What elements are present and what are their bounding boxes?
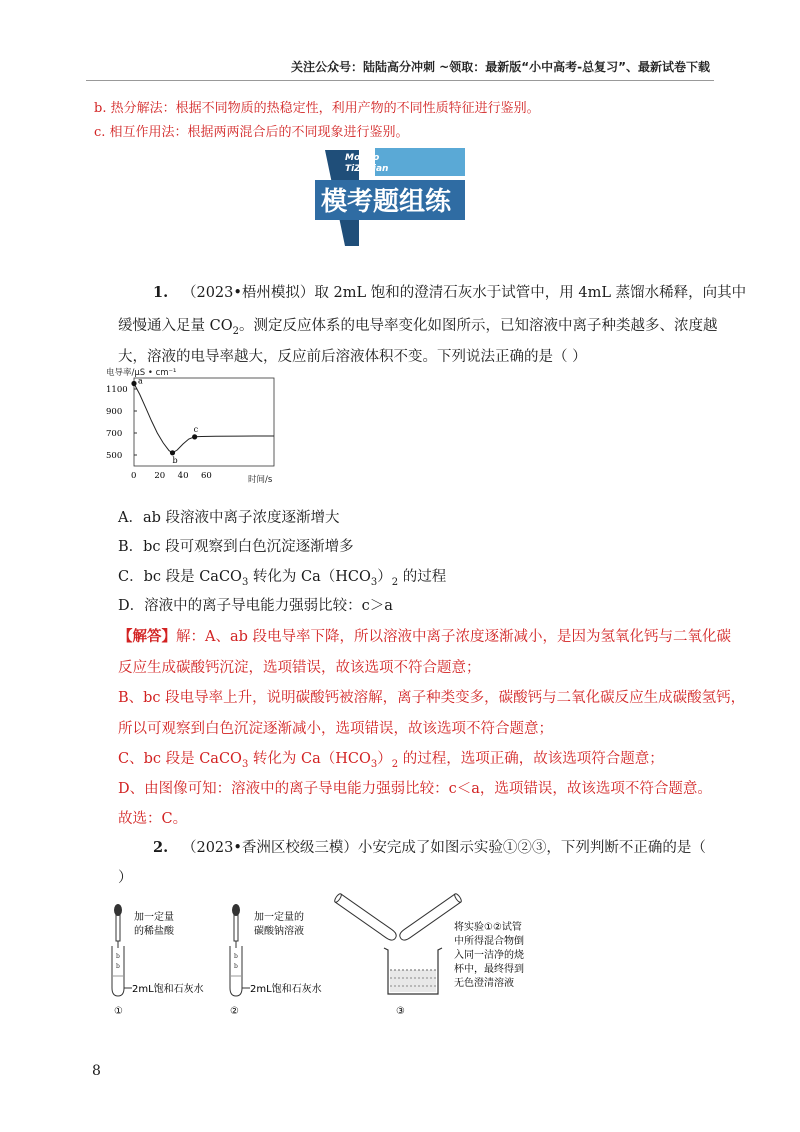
test-tube-2 bbox=[230, 904, 242, 996]
chart-point-label-a: a bbox=[138, 376, 143, 386]
q1-text2a: 缓慢通入足量 CO bbox=[118, 318, 233, 334]
t2-label2: 碳酸钠溶液 bbox=[254, 926, 304, 937]
q1-text2b: 。测定反应体系的电导率变化如图所示，已知溶液中离子种类越多、浓度越 bbox=[238, 318, 718, 334]
opt-c-d: 的过程 bbox=[398, 569, 447, 585]
chart-y-axis-label: 电导率/μS • cm⁻¹ bbox=[106, 368, 177, 378]
chart-y-tick-label: 700 bbox=[106, 429, 123, 439]
q1-number: 1. bbox=[153, 284, 169, 301]
q1-option-b: B．bc 段可观察到白色沉淀逐渐增多 bbox=[118, 539, 354, 555]
opt-c-sub1: 3 bbox=[241, 576, 249, 588]
t2-label1: 加一定量的 bbox=[254, 912, 304, 923]
method-c: c. 相互作用法：根据两两混合后的不同现象进行鉴别。 bbox=[94, 125, 409, 140]
ans-l5-sub2: 3 bbox=[370, 758, 378, 770]
t1-label2: 的稀盐酸 bbox=[134, 926, 174, 937]
answer-line4: 所以可观察到白色沉淀逐渐减小，选项错误，故该选项不符合题意； bbox=[118, 721, 553, 737]
t1-num: ① bbox=[114, 1006, 123, 1017]
opt-c-c: ） bbox=[377, 569, 392, 585]
chart-point-label-b: b bbox=[172, 455, 178, 465]
banner-logo bbox=[315, 146, 485, 246]
t3-text-3: 杯中，最终得到 bbox=[454, 964, 524, 975]
svg-text:b: b bbox=[116, 963, 120, 970]
pouring-tubes bbox=[333, 893, 462, 942]
chart-x-tick-label: 60 bbox=[201, 471, 212, 481]
beaker-caption bbox=[454, 920, 524, 989]
chart-series-line bbox=[134, 384, 274, 453]
svg-text:b: b bbox=[234, 963, 238, 970]
test-tube-1 bbox=[112, 904, 124, 996]
method-b: b. 热分解法：根据不同物质的热稳定性，利用产物的不同性质特征进行鉴别。 bbox=[94, 101, 540, 116]
page-number: 8 bbox=[92, 1063, 101, 1079]
chart-point-b bbox=[170, 450, 175, 455]
q1-line3: 大，溶液的电导率越大，反应前后溶液体积不变。下列说法正确的是（ ） bbox=[118, 349, 587, 365]
t2-bottom: 2mL饱和石灰水 bbox=[250, 984, 322, 995]
page-header: 关注公众号：陆陆高分冲刺 ~领取：最新版“小中高考-总复习”、最新试卷下载 bbox=[291, 60, 710, 74]
t3-num: ③ bbox=[396, 1006, 405, 1017]
q1-line2 bbox=[118, 314, 717, 337]
ans-l5-a: C、bc 段是 CaCO bbox=[118, 751, 242, 767]
answer-line2: 反应生成碳酸钙沉淀，选项错误，故该选项不符合题意； bbox=[118, 660, 481, 676]
ans-l5-sub1: 3 bbox=[241, 758, 249, 770]
conductivity-chart bbox=[104, 366, 284, 488]
answer-line1 bbox=[118, 625, 731, 646]
banner-small-2: TiZuLian bbox=[345, 164, 389, 174]
experiment-figure bbox=[108, 888, 538, 1018]
t1-bottom: 2mL饱和石灰水 bbox=[132, 984, 204, 995]
chart-y-tick-label: 500 bbox=[106, 451, 123, 461]
q1-option-c bbox=[118, 565, 446, 588]
chart-marked-points bbox=[131, 377, 198, 465]
t3-text-2: 入同一洁净的烧 bbox=[454, 950, 524, 961]
chart-y-tick-label: 900 bbox=[106, 407, 123, 417]
t3-text-1: 中所得混合物倒 bbox=[454, 936, 524, 947]
chart-point-a bbox=[131, 381, 136, 386]
q1-text2-sub: 2 bbox=[232, 325, 239, 337]
q1-line1 bbox=[153, 281, 746, 302]
opt-c-a: C．bc 段是 CaCO bbox=[118, 569, 242, 585]
q1-text1: （2023•梧州模拟）取 2mL 饱和的澄清石灰水于试管中，用 4mL 蒸馏水稀释，向其中 bbox=[181, 285, 747, 301]
ans-l5-c: ） bbox=[377, 751, 392, 767]
ans-l5-sub3: 2 bbox=[391, 758, 399, 770]
banner-title: 模考题组练 bbox=[321, 187, 452, 217]
chart-x-tick-label: 40 bbox=[177, 471, 189, 481]
chart-point-label-c: c bbox=[193, 424, 199, 434]
q1-option-a: A．ab 段溶液中离子浓度逐渐增大 bbox=[118, 510, 340, 526]
svg-text:b: b bbox=[234, 953, 238, 960]
opt-c-sub2: 3 bbox=[370, 576, 378, 588]
q1-option-d: D．溶液中的离子导电能力强弱比较：c＞a bbox=[118, 598, 393, 614]
answer-tag: 【解答】 bbox=[118, 628, 176, 645]
chart-x-tick-label: 20 bbox=[154, 471, 166, 481]
chart-y-tick-label: 1100 bbox=[106, 385, 128, 395]
svg-text:b: b bbox=[116, 953, 120, 960]
q2-line2: ） bbox=[118, 870, 133, 886]
t3-text-0: 将实验①②试管 bbox=[454, 922, 522, 933]
q2-number: 2. bbox=[153, 839, 169, 856]
t1-label1: 加一定量 bbox=[134, 912, 174, 923]
answer-l1: 解：A、ab 段电导率下降，所以溶液中离子浓度逐渐减小，是因为氢氧化钙与二氧化碳 bbox=[176, 629, 732, 645]
answer-line3: B、bc 段电导率上升，说明碳酸钙被溶解，离子种类变多，碳酸钙与二氧化碳反应生成碳酸氢钙， bbox=[118, 690, 746, 706]
t3-text-4: 无色澄清溶液 bbox=[454, 978, 514, 989]
answer-line7: 故选：C。 bbox=[118, 811, 188, 827]
banner-small-1: MoKao bbox=[345, 153, 380, 163]
answer-line5 bbox=[118, 747, 664, 770]
conductivity-chart-svg bbox=[104, 366, 284, 488]
header-divider bbox=[86, 80, 714, 81]
chart-point-c bbox=[192, 434, 197, 439]
chart-x-axis-label: 时间/s bbox=[248, 475, 273, 485]
ans-l5-b: 转化为 Ca（HCO bbox=[248, 751, 371, 767]
ans-l5-d: 的过程，选项正确，故该选项符合题意； bbox=[398, 751, 664, 767]
beaker bbox=[384, 948, 442, 994]
answer-line6: D、由图像可知：溶液中的离子导电能力强弱比较：c＜a，选项错误，故该选项不符合题意。 bbox=[118, 781, 712, 797]
opt-c-sub3: 2 bbox=[391, 576, 399, 588]
t2-num: ② bbox=[230, 1006, 239, 1017]
q2-line1 bbox=[153, 836, 706, 857]
chart-x-tick-label: 0 bbox=[131, 471, 137, 481]
opt-c-b: 转化为 Ca（HCO bbox=[248, 569, 371, 585]
q2-text1: （2023•香洲区校级三模）小安完成了如图示实验①②③，下列判断不正确的是（ bbox=[181, 840, 706, 856]
chart-frame bbox=[134, 378, 274, 466]
